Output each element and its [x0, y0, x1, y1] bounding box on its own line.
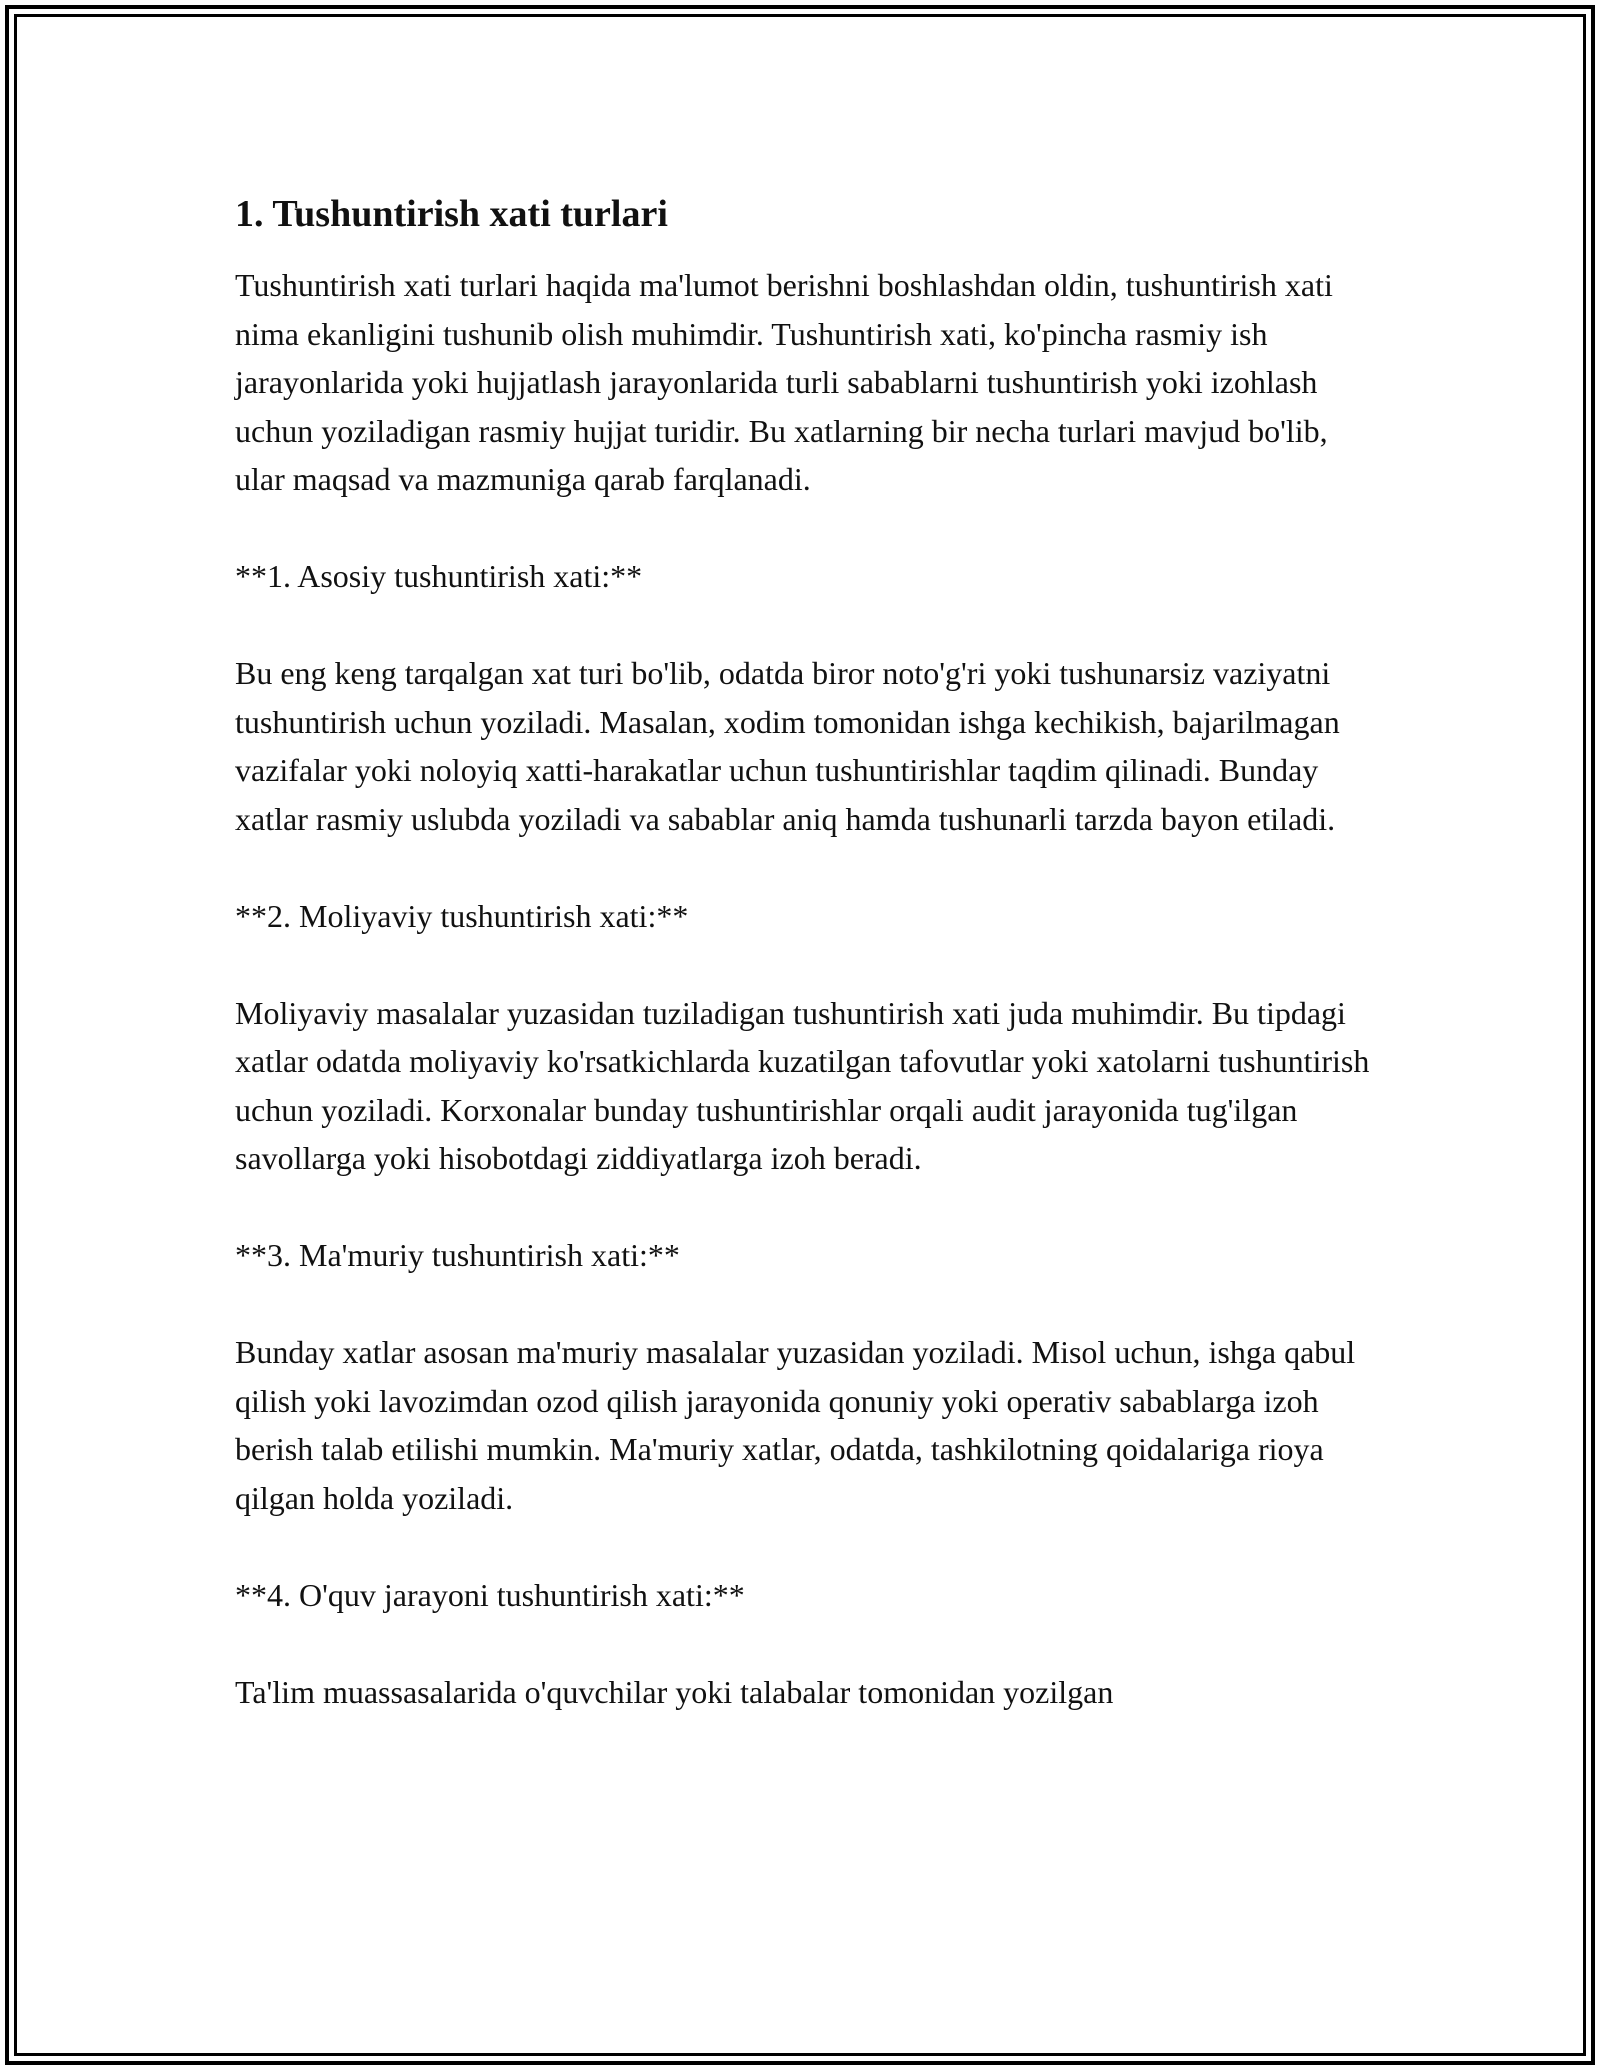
section-2-body: Moliyaviy masalalar yuzasidan tuziladigan tushuntirish xati juda muhimdir. Bu tipdagi xatlar odatda moliyaviy ko'rsatkichlarda kuzatilgan tafovutlar yoki xatolarni tushuntirish uchun yoziladi. Korxonalar bunday tushuntirishlar orqali audit jarayonida tug'ilgan savollarga yoki hisobotdagi ziddiyatlarga izoh beradi. [235, 994, 1370, 1176]
section-3-title: **3. Ma'muriy tushuntirish xati:** [235, 1237, 680, 1273]
section-2-title: **2. Moliyaviy tushuntirish xati:** [235, 897, 689, 934]
section-1-title: **1. Asosiy tushuntirish xati:** [235, 558, 643, 594]
section-1-body: Bu eng keng tarqalgan xat turi bo'lib, odatda biror noto'g'ri yoki tushunarsiz vaziyatni tushuntirish uchun yoziladi. Masalan, xodim tomonidan ishga kechikish, bajarilmagan vazifalar yoki noloyiq xatti-harakatlar uchun tushuntirishlar taqdim qilinadi. Bunday xatlar rasmiy uslubda yoziladi va sabablar aniq hamda tushunarli tarzda bayon etiladi. [235, 655, 1340, 837]
section-3-body: Bunday xatlar asosan ma'muriy masalalar yuzasidan yoziladi. Misol uchun, ishga qabul qilish yoki lavozimdan ozod qilish jarayonida qonuniy yoki operativ sabablarga izoh berish talab etilishi mumkin. Ma'muriy xatlar, odatda, tashkilotning qoidalariga rioya qilgan holda yoziladi. [235, 1334, 1356, 1516]
section-4-body: Ta'lim muassasalarida o'quvchilar yoki talabalar tomonidan yozilgan [235, 1673, 1114, 1710]
document-content [235, 187, 1385, 1765]
document-heading: 1. Tushuntirish xati turlari [235, 193, 668, 235]
section-4-title: **4. O'quv jarayoni tushuntirish xati:** [235, 1576, 745, 1613]
intro-paragraph: Tushuntirish xati turlari haqida ma'lumot berishni boshlashdan oldin, tushuntirish xati nima ekanligini tushunib olish muhimdir. Tushuntirish xati, ko'pincha rasmiy ish jarayonlarida yoki hujjatlash jarayonlarida turli sabablarni tushuntirish yoki izohlash uchun yoziladigan rasmiy hujjat turidir. Bu xatlarning bir necha turlari mavjud bo'lib, ular maqsad va mazmuniga qarab farqlanadi. [235, 267, 1333, 497]
